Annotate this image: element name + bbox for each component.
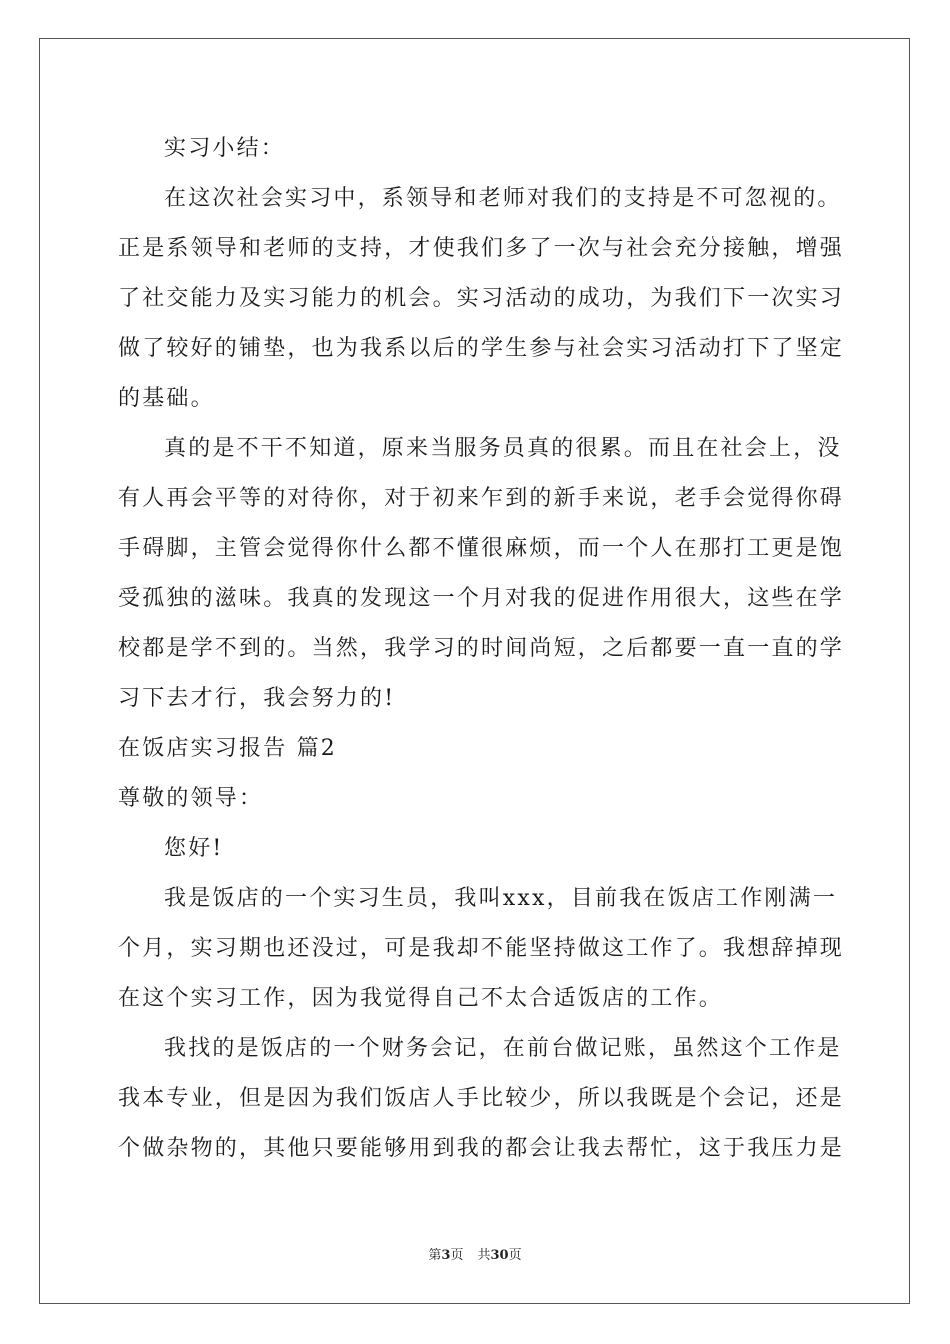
- summary-para2-line-1: 真的是不干不知道，原来当服务员真的很累。而且在社会上，没: [164, 436, 842, 461]
- report-para1-line-1: 我是饭店的一个实习生员，我叫xxx，目前我在饭店工作刚满一: [164, 886, 838, 911]
- greeting: 您好!: [164, 836, 224, 861]
- summary-para2-line-3: 手碍脚，主管会觉得你什么都不懂很麻烦，而一个人在那打工更是饱: [118, 536, 845, 561]
- summary-para1-line-4: 做了较好的铺垫，也为我系以后的学生参与社会实习活动打下了坚定: [118, 336, 845, 361]
- page-footer: [0, 1248, 950, 1264]
- summary-para2-line-6: 习下去才行，我会努力的!: [118, 686, 396, 711]
- summary-para1-line-2: 正是系领导和老师的支持，才使我们多了一次与社会充分接触，增强: [118, 236, 845, 261]
- report-para2-line-2: 我本专业，但是因为我们饭店人手比较少，所以我既是个会记，还是: [118, 1086, 845, 1111]
- footer-total-suffix: 页: [508, 1248, 522, 1263]
- summary-para1-line-3: 了社交能力及实习能力的机会。实习活动的成功，为我们下一次实习: [118, 286, 845, 311]
- footer-page-number: 3: [441, 1248, 451, 1263]
- footer-total-pages: 30: [490, 1248, 509, 1263]
- report-para1-line-2: 个月，实习期也还没过，可是我却不能坚持做这工作了。我想辞掉现: [118, 936, 845, 961]
- footer-total-prefix: 共: [477, 1248, 491, 1263]
- footer-page-suffix: 页: [450, 1248, 464, 1263]
- summary-para2-line-4: 受孤独的滋味。我真的发现这一个月对我的促进作用很大，这些在学: [118, 586, 845, 611]
- report-title: 在饭店实习报告 篇2: [118, 736, 337, 761]
- summary-para2-line-5: 校都是学不到的。当然，我学习的时间尚短，之后都要一直一直的学: [118, 636, 845, 661]
- summary-para2-line-2: 有人再会平等的对待你，对于初来乍到的新手来说，老手会觉得你碍: [118, 486, 845, 511]
- salutation: 尊敬的领导：: [118, 786, 264, 811]
- footer-page-prefix: 第: [428, 1248, 442, 1263]
- report-para2-line-3: 个做杂物的，其他只要能够用到我的都会让我去帮忙，这于我压力是: [118, 1136, 845, 1161]
- page-border: [39, 38, 910, 1304]
- summary-heading: 实习小结：: [164, 136, 286, 161]
- report-para1-line-3: 在这个实习工作，因为我觉得自己不太合适饭店的工作。: [118, 986, 724, 1011]
- report-para2-line-1: 我找的是饭店的一个财务会记，在前台做记账，虽然这个工作是: [164, 1036, 842, 1061]
- summary-para1-line-1: 在这次社会实习中，系领导和老师对我们的支持是不可忽视的。: [164, 186, 842, 211]
- summary-para1-line-5: 的基础。: [118, 386, 215, 411]
